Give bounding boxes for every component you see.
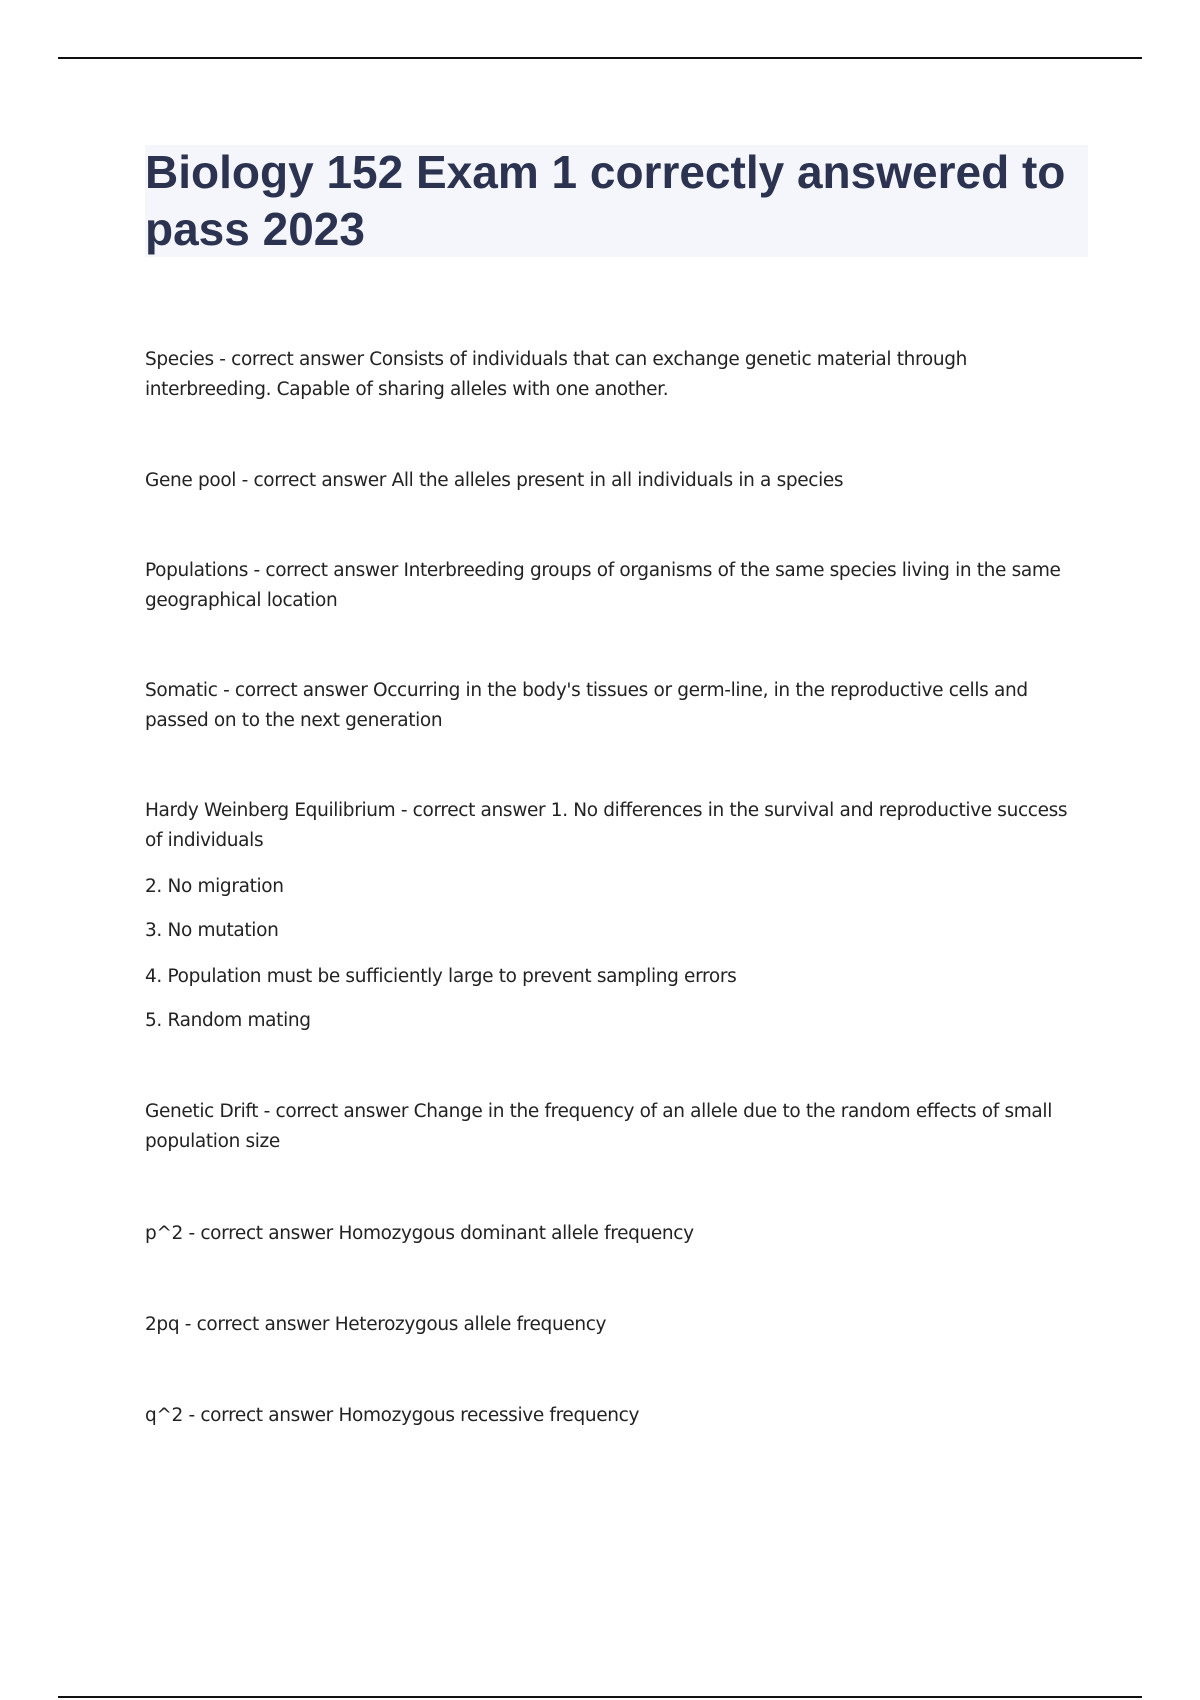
entry-text: Genetic Drift - correct answer Change in the frequency of an allele due to the random effects of small population size — [145, 1101, 1052, 1152]
entry-text: p^2 - correct answer Homozygous dominant allele frequency — [145, 1223, 694, 1244]
entry-text: 2pq - correct answer Heterozygous allele frequency — [145, 1314, 607, 1335]
entry-text: Gene pool - correct answer All the alleles present in all individuals in a species — [145, 470, 844, 491]
entry-genetic-drift — [145, 1097, 1085, 1157]
bottom-rule — [58, 1696, 1142, 1698]
entry-hardy-weinberg — [145, 796, 1085, 1031]
entry-q-squared — [145, 1401, 1085, 1431]
entry-2pq — [145, 1310, 1085, 1340]
top-rule — [58, 57, 1142, 59]
hardy-weinberg-list-item: 3. No mutation — [145, 920, 279, 941]
entry-p-squared — [145, 1219, 1085, 1249]
hardy-weinberg-list-item: 5. Random mating — [145, 1010, 311, 1031]
entry-somatic — [145, 676, 1085, 736]
entry-text: Populations - correct answer Interbreeding groups of organisms of the same species living in the same geographical location — [145, 560, 1061, 611]
document-title: Biology 152 Exam 1 correctly answered to pass 2023 — [145, 146, 1066, 255]
entry-text: Hardy Weinberg Equilibrium - correct answer 1. No differences in the survival and reproductive success of individuals — [145, 800, 1068, 851]
entry-species — [145, 345, 1085, 405]
entry-gene-pool — [145, 466, 1085, 496]
hardy-weinberg-list-item: 4. Population must be sufficiently large to prevent sampling errors — [145, 966, 737, 987]
title-banner — [145, 145, 1088, 257]
entry-populations — [145, 556, 1085, 616]
entry-text: q^2 - correct answer Homozygous recessive frequency — [145, 1405, 640, 1426]
entry-text: Species - correct answer Consists of individuals that can exchange genetic material through interbreeding. Capable of sharing alleles with one another. — [145, 349, 967, 400]
entry-text: Somatic - correct answer Occurring in the body's tissues or germ-line, in the reproductive cells and passed on to the next generation — [145, 680, 1028, 731]
hardy-weinberg-list-item: 2. No migration — [145, 876, 284, 897]
